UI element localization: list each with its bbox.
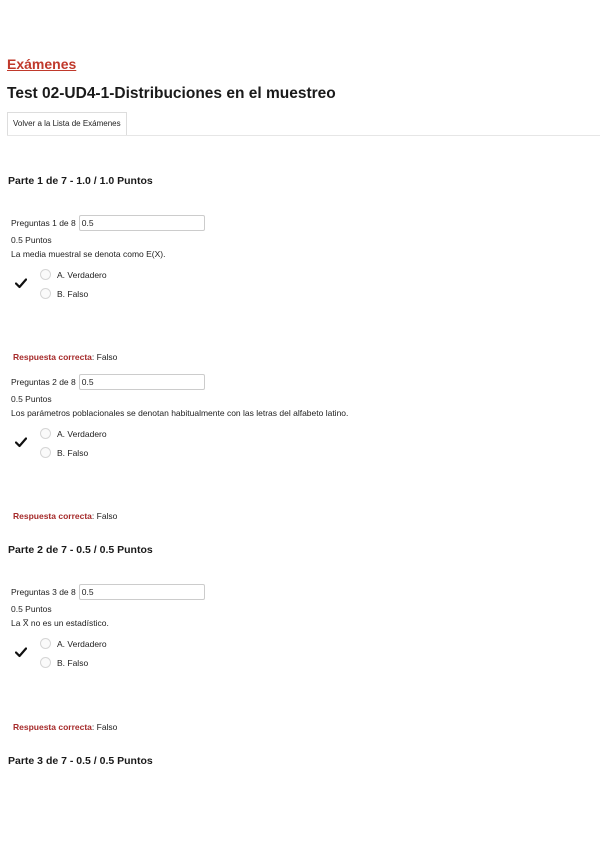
question-number-row — [11, 214, 571, 232]
radio-a[interactable] — [40, 638, 51, 649]
radio-a[interactable] — [40, 269, 51, 280]
correct-answer-label: Respuesta correcta — [13, 511, 92, 521]
radio-b[interactable] — [40, 447, 51, 458]
correct-answer — [13, 511, 117, 521]
divider — [7, 135, 600, 136]
question-points: 0.5 Puntos — [11, 394, 52, 404]
answer-options — [11, 636, 571, 676]
option-a-label: A. Verdadero — [57, 269, 107, 280]
correct-answer-label: Respuesta correcta — [13, 352, 92, 362]
part-heading: Parte 1 de 7 - 1.0 / 1.0 Puntos — [8, 175, 153, 187]
question-number-row — [11, 583, 571, 601]
option-a[interactable] — [40, 638, 107, 649]
option-b[interactable] — [40, 447, 88, 458]
option-b-label: B. Falso — [57, 288, 89, 299]
correct-answer-label: Respuesta correcta — [13, 722, 92, 732]
question-points: 0.5 Puntos — [11, 235, 52, 245]
breadcrumb[interactable]: Exámenes — [7, 56, 77, 72]
question-block — [11, 583, 571, 676]
question-text: La media muestral se denota como E(X). — [11, 249, 166, 259]
correct-answer — [13, 352, 117, 362]
answer-options — [11, 267, 571, 307]
question-number: Preguntas 3 de 8 — [11, 587, 76, 597]
option-a[interactable] — [40, 428, 107, 439]
back-to-list-button[interactable]: Volver a la Lista de Exámenes — [7, 112, 127, 135]
check-icon — [15, 436, 27, 448]
option-b-label: B. Falso — [57, 657, 89, 668]
question-text: La X̅ no es un estadístico. — [11, 618, 109, 628]
question-number: Preguntas 1 de 8 — [11, 218, 76, 228]
option-a-label: A. Verdadero — [57, 638, 107, 649]
answer-options — [11, 426, 571, 466]
option-a-label: A. Verdadero — [57, 428, 107, 439]
question-score-input[interactable] — [79, 374, 205, 390]
question-points: 0.5 Puntos — [11, 604, 52, 614]
question-text: Los parámetros poblacionales se denotan habitualmente con las letras del alfabeto latino. — [11, 408, 349, 418]
question-score-input[interactable] — [79, 584, 205, 600]
part-heading: Parte 2 de 7 - 0.5 / 0.5 Puntos — [8, 544, 153, 556]
question-number: Preguntas 2 de 8 — [11, 377, 76, 387]
option-b-label: B. Falso — [57, 447, 89, 458]
radio-a[interactable] — [40, 428, 51, 439]
question-block — [11, 373, 571, 466]
radio-b[interactable] — [40, 657, 51, 668]
radio-b[interactable] — [40, 288, 51, 299]
correct-answer-value: : Falso — [91, 511, 118, 521]
part-heading: Parte 3 de 7 - 0.5 / 0.5 Puntos — [8, 755, 153, 767]
question-number-row — [11, 373, 571, 391]
option-a[interactable] — [40, 269, 107, 280]
check-icon — [15, 646, 27, 658]
correct-answer-value: : Falso — [91, 352, 118, 362]
page-title: Test 02-UD4-1-Distribuciones en el muestreo — [7, 85, 336, 102]
correct-answer-value: : Falso — [91, 722, 118, 732]
question-score-input[interactable] — [79, 215, 205, 231]
check-icon — [15, 277, 27, 289]
correct-answer — [13, 722, 117, 732]
question-block — [11, 214, 571, 307]
option-b[interactable] — [40, 288, 88, 299]
option-b[interactable] — [40, 657, 88, 668]
